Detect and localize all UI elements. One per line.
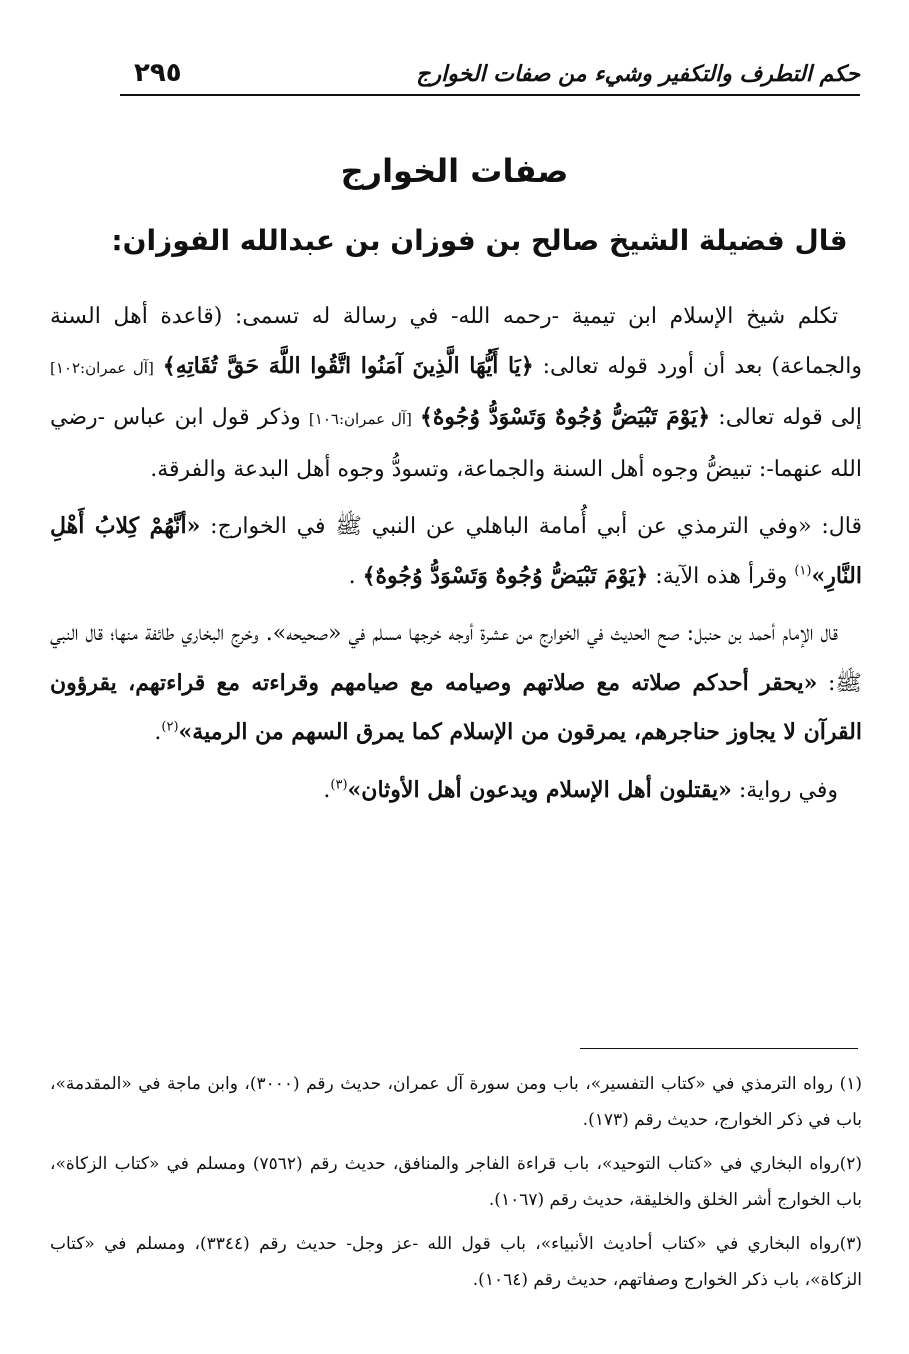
page-header: [120, 52, 860, 96]
footnote-2: (٢)رواه البخاري في «كتاب التوحيد»، باب قراءة الفاجر والمنافق، حديث رقم (٧٥٦٢) ومسلم في «كتاب الزكاة»، باب الخوارج أشر الخلق والخليقة، حديث رقم (١٠٦٧).: [50, 1154, 862, 1210]
verse-reference-1: [آل عمران:١٠٢]: [50, 358, 154, 377]
page-number: ٢٩٥: [134, 58, 182, 88]
body-text: [50, 292, 862, 823]
p4-text-2: .: [323, 777, 331, 803]
hadith-quote-2: «يحقر أحدكم صلاته مع صلاتهم وصيامه مع صيامهم وقراءته مع قراءتهم، يقرؤون القرآن لا يجاوز حناجرهم، يمرقون من الإسلام كما يمرق السهم من الرمية»: [50, 669, 862, 745]
footnote-marker-2: (٢): [161, 719, 179, 735]
quran-verse-2: ﴿يَوْمَ تَبْيَضُّ وُجُوهٌ وَتَسْوَدُّ وُجُوهٌ﴾: [420, 404, 711, 430]
footnote-1: (١) رواه الترمذي في «كتاب التفسير»، باب ومن سورة آل عمران، حديث رقم (٣٠٠٠)، وابن ماجة في «المقدمة»، باب في ذكر الخوارج، حديث رقم (١٧٣).: [50, 1074, 862, 1130]
p2-text-2: وقرأ هذه الآية:: [648, 563, 795, 589]
p3-text-1: قال الإمام أحمد بن حنبل: صح الحديث في الخوارج من عشرة أوجه خرجها مسلم في «صحيحه». وخرج البخاري طائفة منها؛ قال النبي ﷺ:: [50, 621, 862, 696]
footnote-marker-1: (١): [794, 563, 812, 579]
p1-text-2: إلى قوله تعالى:: [710, 405, 862, 430]
verse-reference-2: [آل عمران:١٠٦]: [308, 410, 412, 428]
quran-verse-1: ﴿يَا أَيُّهَا الَّذِينَ آمَنُوا اتَّقُوا اللَّهَ حَقَّ تُقَاتِهِ﴾: [162, 352, 534, 379]
p2-text-3: .: [348, 563, 363, 589]
quran-verse-3: ﴿يَوْمَ تَبْيَضُّ وُجُوهٌ وَتَسْوَدُّ وُجُوهٌ﴾: [362, 562, 649, 589]
footnotes: [50, 1066, 862, 1306]
p1-text-3: وذكر قول ابن عباس -رضي الله عنهما-: تبيضُّ وجوه أهل السنة والجماعة، وتسودُّ وجوه أهل البدعة والفرقة.: [50, 405, 862, 482]
footnote-marker-3: (٣): [330, 777, 348, 793]
running-title: حكم التطرف والتكفير وشيء من صفات الخوارج: [416, 62, 860, 87]
p1-text-1: تكلم شيخ الإسلام ابن تيمية -رحمه الله- في رسالة له تسمى: (قاعدة أهل السنة والجماعة) بعد أن أورد قوله تعالى:: [50, 304, 863, 379]
section-subtitle: قال فضيلة الشيخ صالح بن فوزان بن عبدالله الفوزان:: [111, 224, 848, 257]
p3-text-2: .: [154, 720, 162, 745]
paragraph-3: [50, 609, 862, 758]
paragraph-4: [50, 766, 862, 816]
footnote-3: (٣)رواه البخاري في «كتاب أحاديث الأنبياء»، باب قول الله -عز وجل- حديث رقم (٣٣٤٤)، ومسلم في «كتاب الزكاة»، باب ذكر الخوارج وصفاتهم، حديث رقم (١٠٦٤).: [50, 1234, 862, 1290]
section-title: صفات الخوارج: [340, 152, 569, 190]
hadith-quote-3: «يقتلون أهل الإسلام ويدعون أهل الأوثان»: [347, 776, 732, 803]
footnote-divider: [580, 1048, 858, 1049]
p4-text-1: وفي رواية:: [731, 777, 838, 803]
paragraph-1: [50, 292, 862, 494]
p2-text-1: قال: «وفي الترمذي عن أبي أُمامة الباهلي عن النبي ﷺ في الخوارج:: [200, 514, 862, 539]
hadith-quote-1: «أنَّهُمْ كِلابُ أَهْلِ النَّارِ»: [50, 513, 862, 589]
paragraph-2: [50, 502, 862, 601]
